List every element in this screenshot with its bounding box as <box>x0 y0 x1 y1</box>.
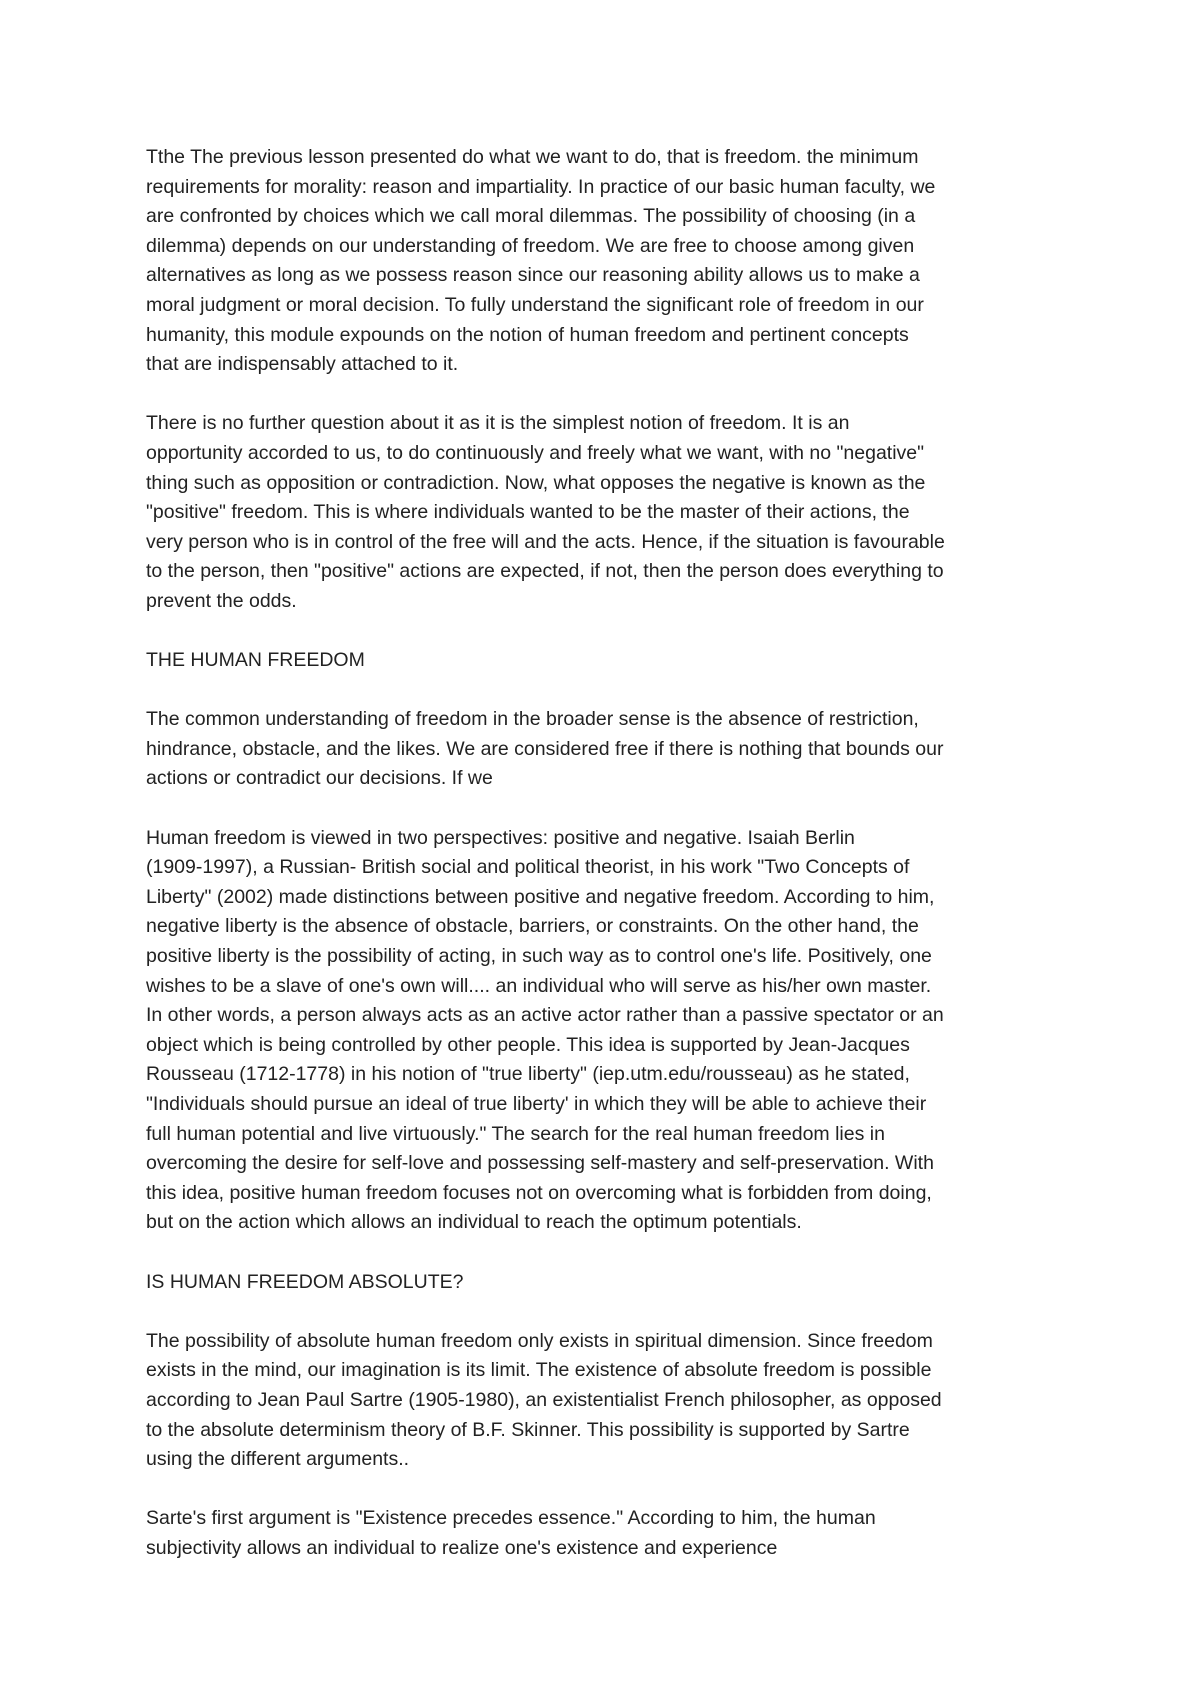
text-line: negative liberty is the absence of obstacle, barriers, or constraints. On the other hand, the <box>146 915 919 938</box>
text-line: this idea, positive human freedom focuses not on overcoming what is forbidden from doing, <box>146 1181 932 1204</box>
body-paragraph <box>146 1327 1066 1475</box>
text-line: Human freedom is viewed in two perspectives: positive and negative. Isaiah Berlin <box>146 826 855 849</box>
text-line: "Individuals should pursue an ideal of true liberty' in which they will be able to achieve their <box>146 1093 927 1115</box>
text-line: actions or contradict our decisions. If we <box>146 767 493 790</box>
text-line: THE HUMAN FREEDOM <box>146 649 365 672</box>
text-line: dilemma) depends on our understanding of freedom. We are free to choose among given <box>146 234 915 257</box>
text-line: using the different arguments.. <box>146 1448 410 1471</box>
text-line: opportunity accorded to us, to do continuously and freely what we want, with no "negative" <box>146 441 925 464</box>
text-line: full human potential and live virtuously." The search for the real human freedom lies in <box>146 1122 885 1145</box>
text-line: Sarte's first argument is "Existence precedes essence." According to him, the human <box>146 1507 876 1530</box>
text-line: according to Jean Paul Sartre (1905-1980), an existentialist French philosopher, as opposed <box>146 1388 942 1411</box>
text-line: requirements for morality: reason and impartiality. In practice of our basic human faculty, we <box>146 175 936 198</box>
text-line: wishes to be a slave of one's own will.... an individual who will serve as his/her own master. <box>146 974 932 997</box>
text-line: exists in the mind, our imagination is its limit. The existence of absolute freedom is possible <box>146 1359 932 1382</box>
text-line: positive liberty is the possibility of acting, in such way as to control one's life. Positively, one <box>146 945 932 968</box>
text-line: The possibility of absolute human freedom only exists in spiritual dimension. Since freedom <box>146 1329 933 1352</box>
text-line: Tthe The previous lesson presented do what we want to do, that is freedom. the minimum <box>146 146 919 168</box>
text-line: overcoming the desire for self-love and possessing self-mastery and self-preservation. With <box>146 1152 934 1175</box>
text-line: (1909-1997), a Russian- British social and political theorist, in his work "Two Concepts of <box>146 856 910 879</box>
text-line: hindrance, obstacle, and the likes. We are considered free if there is nothing that bounds our <box>146 737 944 760</box>
text-line: moral judgment or moral decision. To fully understand the significant role of freedom in our <box>146 293 924 316</box>
section-heading <box>146 1268 1066 1298</box>
document-body <box>146 143 1066 1593</box>
text-line: Liberty" (2002) made distinctions between positive and negative freedom. According to him, <box>146 885 935 908</box>
text-line: alternatives as long as we possess reason since our reasoning ability allows us to make a <box>146 264 920 287</box>
body-paragraph <box>146 705 1066 794</box>
body-paragraph <box>146 409 1066 616</box>
body-paragraph <box>146 824 1066 1238</box>
text-line: that are indispensably attached to it. <box>146 353 459 376</box>
text-line: to the person, then "positive" actions are expected, if not, then the person does everything to <box>146 560 944 583</box>
text-line: The common understanding of freedom in the broader sense is the absence of restriction, <box>146 708 919 731</box>
text-line: very person who is in control of the free will and the acts. Hence, if the situation is favourable <box>146 530 945 553</box>
body-paragraph <box>146 143 1066 380</box>
body-paragraph <box>146 1504 1066 1563</box>
text-line: IS HUMAN FREEDOM ABSOLUTE? <box>146 1270 464 1293</box>
text-line: humanity, this module expounds on the notion of human freedom and pertinent concepts <box>146 323 909 346</box>
text-line: to the absolute determinism theory of B.F. Skinner. This possibility is supported by Sartre <box>146 1418 910 1441</box>
text-line: Rousseau (1712-1778) in his notion of "true liberty" (iep.utm.edu/rousseau) as he stated, <box>146 1063 910 1086</box>
text-line: prevent the odds. <box>146 589 297 612</box>
text-line: thing such as opposition or contradiction. Now, what opposes the negative is known as the <box>146 471 926 494</box>
text-line: subjectivity allows an individual to realize one's existence and experience <box>146 1536 778 1559</box>
text-line: "positive" freedom. This is where individuals wanted to be the master of their actions, the <box>146 501 910 524</box>
text-line: In other words, a person always acts as an active actor rather than a passive spectator or an <box>146 1004 944 1027</box>
text-line: but on the action which allows an individual to reach the optimum potentials. <box>146 1211 802 1234</box>
text-line: are confronted by choices which we call moral dilemmas. The possibility of choosing (in a <box>146 205 916 228</box>
text-line: object which is being controlled by other people. This idea is supported by Jean-Jacques <box>146 1033 910 1056</box>
section-heading <box>146 646 1066 676</box>
text-line: There is no further question about it as it is the simplest notion of freedom. It is an <box>146 412 850 435</box>
